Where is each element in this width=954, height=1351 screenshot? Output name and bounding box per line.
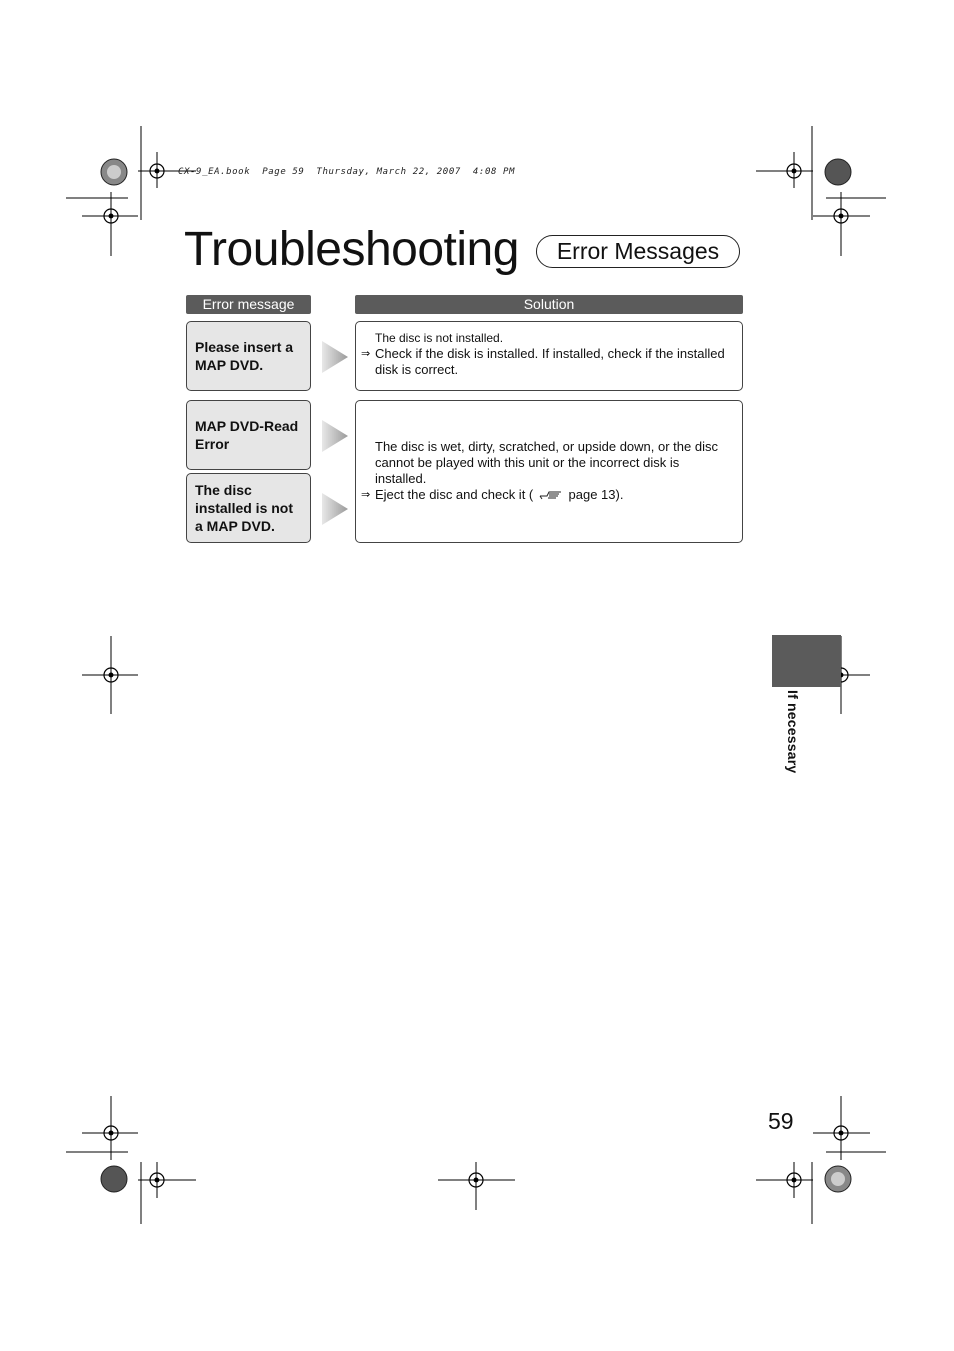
page-title: Troubleshooting (184, 223, 519, 276)
page-number: 59 (768, 1108, 794, 1134)
error-message-box (186, 321, 311, 391)
side-tab-label: If necessary (785, 690, 801, 774)
print-header: CX-9_EA.book Page 59 Thursday, March 22, 2007 4:08 PM (178, 167, 516, 177)
solution-intro: The disc is not installed. (375, 331, 504, 345)
error-message-box (186, 473, 311, 543)
pointing-hand-icon (539, 488, 563, 500)
arrow-icon: ⇒ (361, 488, 371, 501)
error-message-text: MAP DVD-Read Error (195, 418, 299, 452)
solution-intro: The disc is wet, dirty, scratched, or upside down, or the disc cannot be played with this unit or the incorrect disk is installed. (375, 438, 718, 486)
arrow-right-icon (320, 418, 350, 454)
side-tab (772, 635, 841, 687)
solution-box (355, 400, 743, 543)
solution-action: ⇒ Eject the disc and check it ( page 13). (361, 486, 624, 502)
error-message-text: Please insert a MAP DVD. (195, 339, 294, 373)
column-header-solution: Solution (355, 295, 743, 314)
column-header-error: Error message (186, 295, 311, 314)
arrow-right-icon (320, 491, 350, 527)
arrow-right-icon (320, 339, 350, 375)
solution-box (355, 321, 743, 391)
error-message-box (186, 400, 311, 470)
arrow-icon: ⇒ (361, 348, 371, 360)
error-message-text: The disc installed is not a MAP DVD. (195, 482, 294, 534)
solution-action: ⇒ Check if the disk is installed. If installed, check if the installed disk is correct. (361, 346, 725, 377)
section-label: Error Messages (536, 235, 740, 268)
